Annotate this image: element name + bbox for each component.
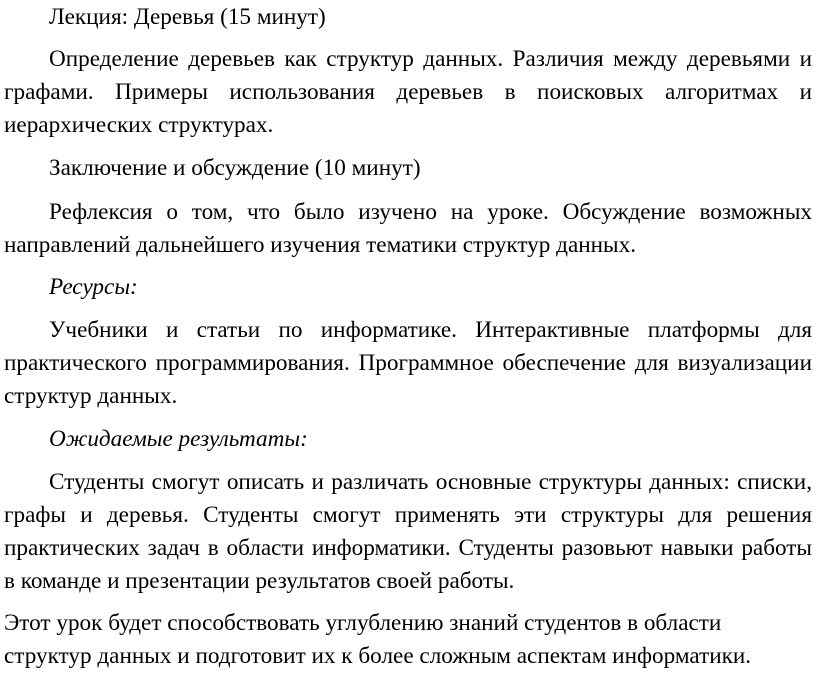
resources-heading: Ресурсы:	[49, 274, 138, 300]
lecture-body-paragraph: Определение деревьев как структур данных. Различия между деревьями и графами. Примеры использования деревьев в поисковых алгоритмах и иерархических структурах.	[4, 46, 812, 138]
expected-results-body-paragraph: Студенты смогут описать и различать основные структуры данных: списки, графы и деревья. Студенты смогут применять эти структуры для решения практических задач в области информатики. Студенты разовьют навыки работы в команде и презентации результатов своей работы.	[4, 469, 812, 594]
conclusion-heading: Заключение и обсуждение (10 минут)	[49, 155, 421, 181]
resources-body-paragraph: Учебники и статьи по информатике. Интерактивные платформы для практического программирования. Программное обеспечение для визуализации структур данных.	[4, 317, 812, 409]
expected-results-heading: Ожидаемые результаты:	[49, 426, 308, 452]
lecture-heading: Лекция: Деревья (15 минут)	[49, 4, 326, 30]
closing-paragraph: Этот урок будет способствовать углублению знаний студентов в области структур данных и подготовит их к более сложным аспектам информатики.	[4, 610, 752, 669]
conclusion-body-paragraph: Рефлексия о том, что было изучено на уроке. Обсуждение возможных направлений дальнейшего изучения тематики структур данных.	[4, 199, 812, 258]
